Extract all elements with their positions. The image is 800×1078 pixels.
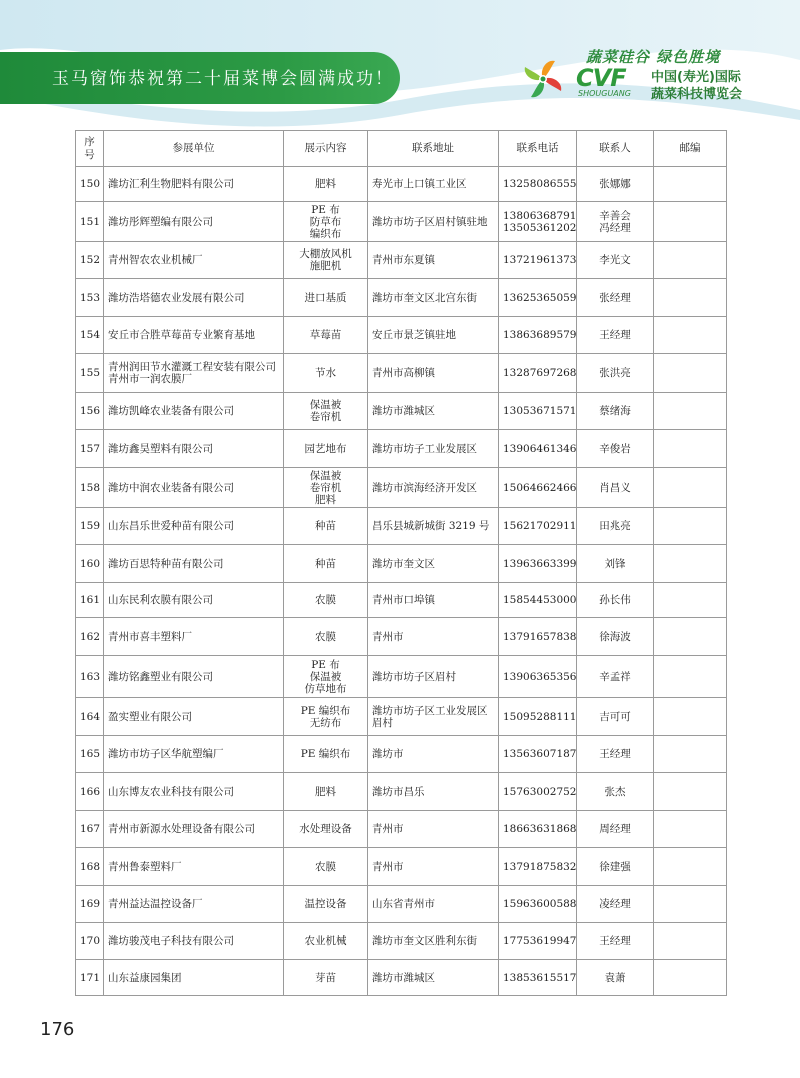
cell-phone: 13906461346 bbox=[499, 430, 577, 468]
cell-phone: 15621702911 bbox=[499, 508, 577, 545]
cell-no: 166 bbox=[76, 773, 104, 811]
table-row bbox=[76, 430, 727, 468]
cell-no: 155 bbox=[76, 354, 104, 393]
header-address: 联系地址 bbox=[368, 131, 499, 167]
cell-company: 潍坊汇利生物肥料有限公司 bbox=[104, 167, 284, 202]
cell-company: 盈实塑业有限公司 bbox=[104, 698, 284, 736]
cell-contact: 辛孟祥 bbox=[577, 656, 654, 698]
cell-address: 青州市 bbox=[368, 848, 499, 886]
cell-address: 青州市 bbox=[368, 618, 499, 656]
header-company: 参展单位 bbox=[104, 131, 284, 167]
cell-contact: 张杰 bbox=[577, 773, 654, 811]
cell-phone: 13287697268 bbox=[499, 354, 577, 393]
cell-company: 潍坊鑫昊塑料有限公司 bbox=[104, 430, 284, 468]
cell-address: 青州市高柳镇 bbox=[368, 354, 499, 393]
table-row bbox=[76, 960, 727, 996]
table-row bbox=[76, 698, 727, 736]
cell-company: 潍坊浩塔德农业发展有限公司 bbox=[104, 279, 284, 317]
cell-company: 青州鲁泰塑料厂 bbox=[104, 848, 284, 886]
cell-phone: 13806368791 13505361202 bbox=[499, 202, 577, 242]
table-row bbox=[76, 167, 727, 202]
cell-postcode bbox=[654, 279, 727, 317]
cell-phone: 17753619947 bbox=[499, 923, 577, 960]
pinwheel-logo-icon bbox=[520, 56, 566, 102]
cell-address: 山东省青州市 bbox=[368, 886, 499, 923]
cell-no: 161 bbox=[76, 583, 104, 618]
cell-address: 安丘市景芝镇驻地 bbox=[368, 317, 499, 354]
cell-no: 164 bbox=[76, 698, 104, 736]
cell-postcode bbox=[654, 960, 727, 996]
cell-content: 温控设备 bbox=[284, 886, 368, 923]
cell-contact: 田兆亮 bbox=[577, 508, 654, 545]
table-row bbox=[76, 202, 727, 242]
cell-company: 潍坊百思特种苗有限公司 bbox=[104, 545, 284, 583]
cell-content: 种苗 bbox=[284, 508, 368, 545]
cell-phone: 13258086555 bbox=[499, 167, 577, 202]
cell-company: 青州智农农业机械厂 bbox=[104, 242, 284, 279]
cell-phone: 13906365356 bbox=[499, 656, 577, 698]
cell-no: 154 bbox=[76, 317, 104, 354]
cell-address: 潍坊市奎文区北宫东街 bbox=[368, 279, 499, 317]
cell-address: 潍坊市 bbox=[368, 736, 499, 773]
cell-company: 山东博友农业科技有限公司 bbox=[104, 773, 284, 811]
cell-address: 潍坊市潍城区 bbox=[368, 960, 499, 996]
cell-contact: 李光文 bbox=[577, 242, 654, 279]
cell-contact: 肖昌义 bbox=[577, 468, 654, 508]
table-row bbox=[76, 618, 727, 656]
cell-no: 171 bbox=[76, 960, 104, 996]
cell-no: 162 bbox=[76, 618, 104, 656]
cell-contact: 周经理 bbox=[577, 811, 654, 848]
cell-address: 潍坊市坊子区眉村镇驻地 bbox=[368, 202, 499, 242]
cell-address: 寿光市上口镇工业区 bbox=[368, 167, 499, 202]
table-row bbox=[76, 242, 727, 279]
cell-phone: 13563607187 bbox=[499, 736, 577, 773]
cell-company: 潍坊中润农业装备有限公司 bbox=[104, 468, 284, 508]
page-number: 176 bbox=[40, 1019, 75, 1040]
cell-contact: 袁萧 bbox=[577, 960, 654, 996]
cell-address: 昌乐县城新城街 3219 号 bbox=[368, 508, 499, 545]
cell-content: 草莓苗 bbox=[284, 317, 368, 354]
cell-contact: 张经理 bbox=[577, 279, 654, 317]
table-row bbox=[76, 811, 727, 848]
cell-phone: 15095288111 bbox=[499, 698, 577, 736]
cell-postcode bbox=[654, 167, 727, 202]
cell-content: PE 编织布 无纺布 bbox=[284, 698, 368, 736]
cell-contact: 刘锋 bbox=[577, 545, 654, 583]
cell-postcode bbox=[654, 508, 727, 545]
table-row bbox=[76, 393, 727, 430]
cell-postcode bbox=[654, 736, 727, 773]
table-header-row bbox=[76, 131, 727, 167]
header-content: 展示内容 bbox=[284, 131, 368, 167]
cell-company: 潍坊凯峰农业装备有限公司 bbox=[104, 393, 284, 430]
cell-contact: 张娜娜 bbox=[577, 167, 654, 202]
cell-no: 152 bbox=[76, 242, 104, 279]
cell-postcode bbox=[654, 583, 727, 618]
header-postcode: 邮编 bbox=[654, 131, 727, 167]
cell-address: 潍坊市奎文区 bbox=[368, 545, 499, 583]
cell-content: 农膜 bbox=[284, 583, 368, 618]
table-row bbox=[76, 583, 727, 618]
logo-cn-line2: 蔬菜科技博览会 bbox=[651, 87, 743, 102]
cell-postcode bbox=[654, 430, 727, 468]
cell-content: 农业机械 bbox=[284, 923, 368, 960]
cell-content: 保温被 卷帘机 bbox=[284, 393, 368, 430]
cell-postcode bbox=[654, 242, 727, 279]
cell-company: 潍坊骏茂电子科技有限公司 bbox=[104, 923, 284, 960]
cell-no: 160 bbox=[76, 545, 104, 583]
cell-content: 水处理设备 bbox=[284, 811, 368, 848]
table-row bbox=[76, 923, 727, 960]
cell-contact: 王经理 bbox=[577, 923, 654, 960]
cell-company: 青州润田节水灌溉工程安装有限公司 青州市一润农膜厂 bbox=[104, 354, 284, 393]
cell-company: 安丘市合胜草莓苗专业繁育基地 bbox=[104, 317, 284, 354]
table-row bbox=[76, 354, 727, 393]
cell-contact: 徐建强 bbox=[577, 848, 654, 886]
cell-postcode bbox=[654, 202, 727, 242]
cell-address: 潍坊市坊子区眉村 bbox=[368, 656, 499, 698]
table-row bbox=[76, 886, 727, 923]
table-row bbox=[76, 317, 727, 354]
cell-no: 167 bbox=[76, 811, 104, 848]
cell-content: PE 布 保温被 仿草地布 bbox=[284, 656, 368, 698]
cell-content: 保温被 卷帘机 肥料 bbox=[284, 468, 368, 508]
cell-no: 165 bbox=[76, 736, 104, 773]
cell-phone: 13863689579 bbox=[499, 317, 577, 354]
cell-address: 青州市 bbox=[368, 811, 499, 848]
table-row bbox=[76, 468, 727, 508]
cell-postcode bbox=[654, 886, 727, 923]
cell-no: 151 bbox=[76, 202, 104, 242]
cell-address: 青州市东夏镇 bbox=[368, 242, 499, 279]
cell-address: 潍坊市滨海经济开发区 bbox=[368, 468, 499, 508]
cell-content: 农膜 bbox=[284, 848, 368, 886]
table-row bbox=[76, 279, 727, 317]
cell-phone: 13053671571 bbox=[499, 393, 577, 430]
cell-phone: 15854453000 bbox=[499, 583, 577, 618]
cell-content: 大棚放风机 施肥机 bbox=[284, 242, 368, 279]
cell-contact: 徐海波 bbox=[577, 618, 654, 656]
cell-no: 150 bbox=[76, 167, 104, 202]
cell-company: 潍坊彤辉塑编有限公司 bbox=[104, 202, 284, 242]
cell-phone: 13853615517 bbox=[499, 960, 577, 996]
cell-no: 163 bbox=[76, 656, 104, 698]
cell-phone: 13791657838 bbox=[499, 618, 577, 656]
cell-phone: 13721961373 bbox=[499, 242, 577, 279]
exhibitor-table bbox=[75, 130, 727, 996]
cell-phone: 18663631868 bbox=[499, 811, 577, 848]
cell-contact: 王经理 bbox=[577, 317, 654, 354]
header-contact: 联系人 bbox=[577, 131, 654, 167]
header-no: 序号 bbox=[76, 131, 104, 167]
logo-slogan: 蔬菜硅谷 绿色胜境 bbox=[586, 48, 721, 66]
cell-content: 节水 bbox=[284, 354, 368, 393]
logo-shouguang-text: SHOUGUANG bbox=[578, 89, 631, 98]
cell-no: 157 bbox=[76, 430, 104, 468]
cell-content: 园艺地布 bbox=[284, 430, 368, 468]
cell-content: 种苗 bbox=[284, 545, 368, 583]
cell-contact: 蔡绪海 bbox=[577, 393, 654, 430]
cell-company: 青州益达温控设备厂 bbox=[104, 886, 284, 923]
table-row bbox=[76, 545, 727, 583]
logo-cn-line1: 中国(寿光)国际 bbox=[651, 70, 741, 85]
cell-address: 潍坊市坊子区工业发展区眉村 bbox=[368, 698, 499, 736]
cell-address: 潍坊市奎文区胜利东街 bbox=[368, 923, 499, 960]
cell-company: 青州市新源水处理设备有限公司 bbox=[104, 811, 284, 848]
cell-content: 芽苗 bbox=[284, 960, 368, 996]
logo-cvf-text: CVF bbox=[576, 64, 626, 92]
cell-content: 进口基质 bbox=[284, 279, 368, 317]
cell-contact: 凌经理 bbox=[577, 886, 654, 923]
cell-postcode bbox=[654, 354, 727, 393]
cell-company: 潍坊市坊子区华航塑编厂 bbox=[104, 736, 284, 773]
cell-phone: 15963600588 bbox=[499, 886, 577, 923]
table-row bbox=[76, 848, 727, 886]
cell-no: 168 bbox=[76, 848, 104, 886]
table-row bbox=[76, 508, 727, 545]
cell-contact: 辛俊岩 bbox=[577, 430, 654, 468]
cell-phone: 13963663399 bbox=[499, 545, 577, 583]
cell-content: PE 编织布 bbox=[284, 736, 368, 773]
cell-company: 山东益康园集团 bbox=[104, 960, 284, 996]
cell-address: 潍坊市潍城区 bbox=[368, 393, 499, 430]
cell-company: 青州市喜丰塑料厂 bbox=[104, 618, 284, 656]
banner-text: 玉马窗饰恭祝第二十届菜博会圆满成功！ bbox=[52, 69, 394, 89]
cell-no: 170 bbox=[76, 923, 104, 960]
cell-content: 肥料 bbox=[284, 773, 368, 811]
cell-content: PE 布 防草布 编织布 bbox=[284, 202, 368, 242]
cell-phone: 13625365059 bbox=[499, 279, 577, 317]
cell-company: 山东昌乐世爱种苗有限公司 bbox=[104, 508, 284, 545]
cell-no: 153 bbox=[76, 279, 104, 317]
cell-postcode bbox=[654, 393, 727, 430]
cell-postcode bbox=[654, 545, 727, 583]
cell-postcode bbox=[654, 848, 727, 886]
cell-company: 潍坊铭鑫塑业有限公司 bbox=[104, 656, 284, 698]
cell-contact: 辛善会 冯经理 bbox=[577, 202, 654, 242]
cell-no: 156 bbox=[76, 393, 104, 430]
cell-contact: 孙长伟 bbox=[577, 583, 654, 618]
cell-no: 159 bbox=[76, 508, 104, 545]
cell-content: 肥料 bbox=[284, 167, 368, 202]
table-row bbox=[76, 736, 727, 773]
cell-contact: 王经理 bbox=[577, 736, 654, 773]
table-row bbox=[76, 656, 727, 698]
cell-phone: 15064662466 bbox=[499, 468, 577, 508]
table-row bbox=[76, 773, 727, 811]
cell-phone: 15763002752 bbox=[499, 773, 577, 811]
cell-address: 潍坊市昌乐 bbox=[368, 773, 499, 811]
cell-postcode bbox=[654, 317, 727, 354]
cell-postcode bbox=[654, 618, 727, 656]
cell-postcode bbox=[654, 656, 727, 698]
cell-address: 潍坊市坊子工业发展区 bbox=[368, 430, 499, 468]
cell-postcode bbox=[654, 773, 727, 811]
cell-postcode bbox=[654, 698, 727, 736]
cell-company: 山东民利农膜有限公司 bbox=[104, 583, 284, 618]
cell-contact: 张洪亮 bbox=[577, 354, 654, 393]
cell-postcode bbox=[654, 468, 727, 508]
cell-content: 农膜 bbox=[284, 618, 368, 656]
cell-address: 青州市口埠镇 bbox=[368, 583, 499, 618]
cell-postcode bbox=[654, 811, 727, 848]
cell-postcode bbox=[654, 923, 727, 960]
cell-contact: 吉可可 bbox=[577, 698, 654, 736]
cell-no: 158 bbox=[76, 468, 104, 508]
cell-no: 169 bbox=[76, 886, 104, 923]
cell-phone: 13791875832 bbox=[499, 848, 577, 886]
header-phone: 联系电话 bbox=[499, 131, 577, 167]
